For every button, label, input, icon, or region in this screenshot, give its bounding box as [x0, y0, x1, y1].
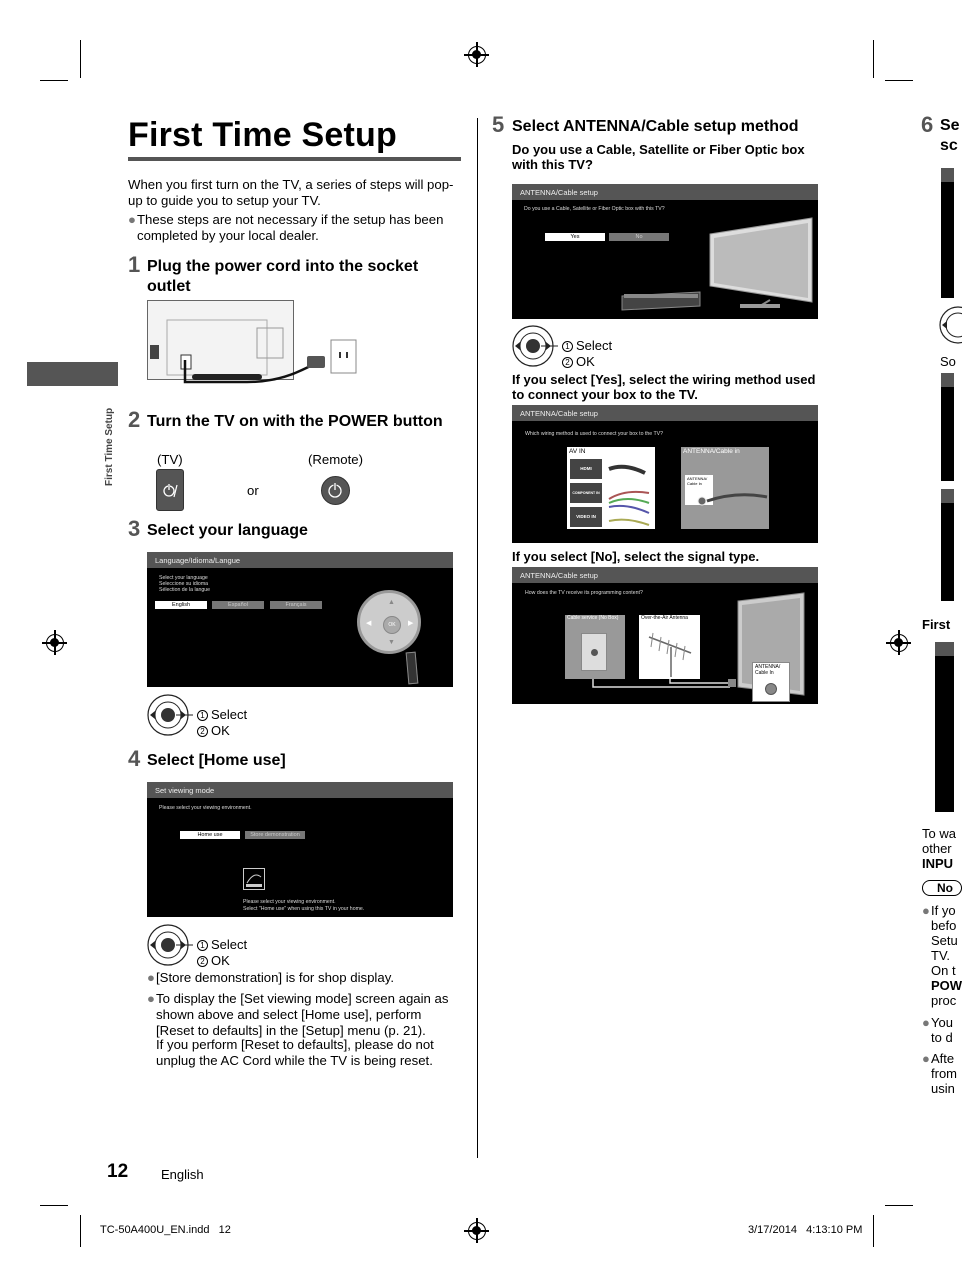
column-divider: [477, 118, 478, 1158]
registration-mark-icon: [46, 634, 64, 652]
control-select: 1 Select: [562, 338, 612, 354]
remote-dpad-icon: [511, 324, 559, 368]
tv-back-power-illustration: [147, 300, 359, 384]
remote-dpad-icon: [146, 693, 194, 737]
step6-title-fragment: Se: [940, 117, 960, 134]
text-fragment: befo: [931, 918, 957, 933]
option-yes[interactable]: Yes: [545, 233, 605, 241]
antenna-cable-label: ANTENNA/Cable in: [683, 448, 740, 455]
registration-mark-icon: [890, 634, 908, 652]
text-fragment: If yo: [931, 903, 956, 918]
screen-title: ANTENNA/Cable setup: [512, 567, 818, 583]
over-the-air-label: Over-the-Air Antenna: [641, 615, 688, 621]
bullet-item: ● [Store demonstration] is for shop display.: [147, 970, 394, 985]
option-store-demo[interactable]: Store demonstration: [245, 831, 305, 839]
hdmi-port: HDMI: [570, 459, 602, 479]
text-fragment: Afte: [931, 1051, 955, 1066]
step-number: 2: [128, 407, 141, 432]
remote-power-button: [321, 476, 350, 505]
step6-title-fragment: sc: [940, 137, 958, 154]
text-fragment: from: [931, 1066, 957, 1081]
antenna-setup-screen-1: [512, 184, 818, 319]
crop-mark: [885, 1205, 913, 1206]
page-language: English: [161, 1167, 204, 1182]
bullet-dot: ●: [922, 903, 930, 918]
screen-title: Set viewing mode: [147, 782, 453, 798]
if-yes-text: If you select [Yes], select the wiring method used to connect your box to the TV.: [512, 372, 816, 402]
step-title: Turn the TV on with the POWER button: [147, 413, 443, 430]
option-no[interactable]: No: [609, 233, 669, 241]
remote-illustration: [406, 652, 419, 685]
component-port: COMPONENT IN: [570, 483, 602, 503]
bullet-dot: ●: [922, 1051, 930, 1066]
antenna-port-label: ANTENNA/ Cable In: [685, 475, 713, 505]
section-tab-label: First Time Setup: [104, 407, 115, 486]
text-fragment: usin: [931, 1081, 955, 1096]
antenna-setup-screen-2: [512, 405, 818, 543]
cut-screen: [941, 489, 954, 601]
text-fragment: You: [931, 1015, 953, 1030]
if-no-text: If you select [No], select the signal type.: [512, 549, 760, 564]
bullet-item: ● To display the [Set viewing mode] screen again as shown above and select [Home use], perform [Reset to defaults] in the [Setup] menu (p. 21).: [147, 991, 449, 1038]
left-arrow-icon: ◀: [366, 620, 372, 627]
remote-dpad-icon: [146, 923, 194, 967]
text-fragment: proc: [931, 993, 957, 1008]
screen-prompt: Please select your viewing environment.: [159, 805, 252, 811]
step-number: 6: [921, 112, 934, 137]
dpad-illustration: [357, 590, 421, 654]
tv-label: (TV): [157, 452, 183, 467]
screen-prompt: How does the TV receive its programming content?: [525, 590, 643, 596]
screen-title: ANTENNA/Cable setup: [512, 184, 818, 200]
text-fragment: Setu: [931, 933, 958, 948]
text-fragment: First: [922, 617, 951, 632]
section-tab: [27, 362, 118, 386]
screen-title: Language/Idioma/Langue: [147, 552, 453, 568]
text-fragment: To wa: [922, 826, 956, 841]
remote-dpad-icon: [938, 305, 954, 345]
crop-mark: [873, 40, 874, 78]
right-arrow-icon: ▶: [408, 620, 414, 627]
power-icon: [157, 470, 185, 512]
language-screen: [147, 552, 453, 687]
crop-mark: [40, 80, 68, 81]
bullet-continuation: If you perform [Reset to defaults], please do not unplug the AC Cord while the TV is being reset.: [156, 1037, 434, 1068]
control-ok: 2 OK: [197, 723, 230, 739]
control-select: 1 Select: [197, 937, 247, 953]
crop-mark: [885, 80, 913, 81]
intro-text: When you first turn on the TV, a series of steps will pop-up to guide you to setup your TV.: [128, 177, 454, 208]
step-title: Plug the power cord into the socket outlet: [147, 258, 419, 295]
screen-note: Please select your viewing environment.: [243, 899, 336, 905]
registration-mark-icon: [468, 1222, 486, 1240]
tv-power-button: [156, 469, 184, 511]
power-icon: [322, 477, 348, 503]
av-in-panel[interactable]: [567, 447, 655, 529]
up-arrow-icon: ▲: [388, 599, 395, 606]
crop-mark: [80, 40, 81, 78]
registration-mark-icon: [468, 46, 486, 64]
antenna-cable-panel[interactable]: [681, 447, 769, 529]
text-fragment: to d: [931, 1030, 953, 1045]
option-english[interactable]: English: [155, 601, 207, 609]
bullet-dot: ●: [922, 1015, 930, 1030]
step-title: Select ANTENNA/Cable setup method: [512, 118, 799, 135]
text-fragment: POW: [931, 978, 962, 993]
step-number: 4: [128, 746, 141, 771]
cut-screen: [941, 168, 954, 298]
antenna-input-port: [765, 683, 777, 695]
energy-star-logo: [243, 868, 265, 890]
av-in-label: AV IN: [569, 448, 586, 455]
screen-prompt: Sélection de la langue: [159, 587, 211, 593]
step-number: 5: [492, 112, 505, 137]
crop-mark: [40, 1205, 68, 1206]
down-arrow-icon: ▼: [388, 639, 395, 646]
antenna-input-label: ANTENNA/ Cable In: [752, 662, 790, 702]
cables-illustration: [605, 459, 653, 527]
screen-prompt: Seleccione su idioma: [159, 581, 209, 587]
intro-bullet: ● These steps are not necessary if the setup has been completed by your local dealer.: [128, 212, 444, 243]
screen-prompt: Which wiring method is used to connect your box to the TV?: [525, 431, 664, 437]
antenna-setup-screen-3: [512, 567, 818, 704]
cut-screen: [935, 642, 954, 812]
footer-file: TC-50A400U_EN.indd 12: [100, 1224, 231, 1236]
text-fragment: So: [940, 354, 956, 369]
remote-label: (Remote): [308, 452, 363, 467]
text-fragment: On t: [931, 963, 956, 978]
coax-cable-illustration: [697, 487, 767, 517]
text-fragment: INPU: [922, 856, 954, 871]
video-port: VIDEO IN: [570, 507, 602, 527]
tv-and-box-illustration: [620, 214, 816, 314]
title-underline: [128, 157, 461, 161]
step-title: Select your language: [147, 522, 308, 539]
screen-prompt: Select your language: [159, 575, 208, 581]
note-badge: No: [922, 880, 962, 896]
step-title: Select [Home use]: [147, 752, 286, 769]
step-number: 3: [128, 516, 141, 541]
control-ok: 2 OK: [197, 953, 230, 969]
crop-mark: [80, 1215, 81, 1247]
control-select: 1 Select: [197, 707, 247, 723]
cable-service-label: Cable service (No Box): [567, 615, 619, 621]
text-fragment: TV.: [931, 948, 951, 963]
control-ok: 2 OK: [562, 354, 595, 370]
option-francais[interactable]: Français: [270, 601, 322, 609]
screen-prompt: Do you use a Cable, Satellite or Fiber Optic box with this TV?: [524, 206, 665, 212]
viewing-mode-screen: [147, 782, 453, 917]
text-fragment: other: [922, 841, 952, 856]
screen-note: Select "Home use" when using this TV in your home.: [243, 906, 365, 912]
ok-key: OK: [383, 616, 401, 634]
option-espanol[interactable]: Español: [212, 601, 264, 609]
step-number: 1: [128, 252, 141, 277]
crop-mark: [873, 1215, 874, 1247]
option-home-use[interactable]: Home use: [180, 831, 240, 839]
page-title: First Time Setup: [128, 116, 397, 154]
or-label: or: [247, 483, 259, 498]
page-number: 12: [107, 1161, 129, 1182]
cut-screen: [941, 373, 954, 481]
screen-title: ANTENNA/Cable setup: [512, 405, 818, 421]
step-question: Do you use a Cable, Satellite or Fiber Optic box with this TV?: [512, 142, 805, 172]
footer-date: 3/17/2014 4:13:10 PM: [748, 1224, 863, 1236]
